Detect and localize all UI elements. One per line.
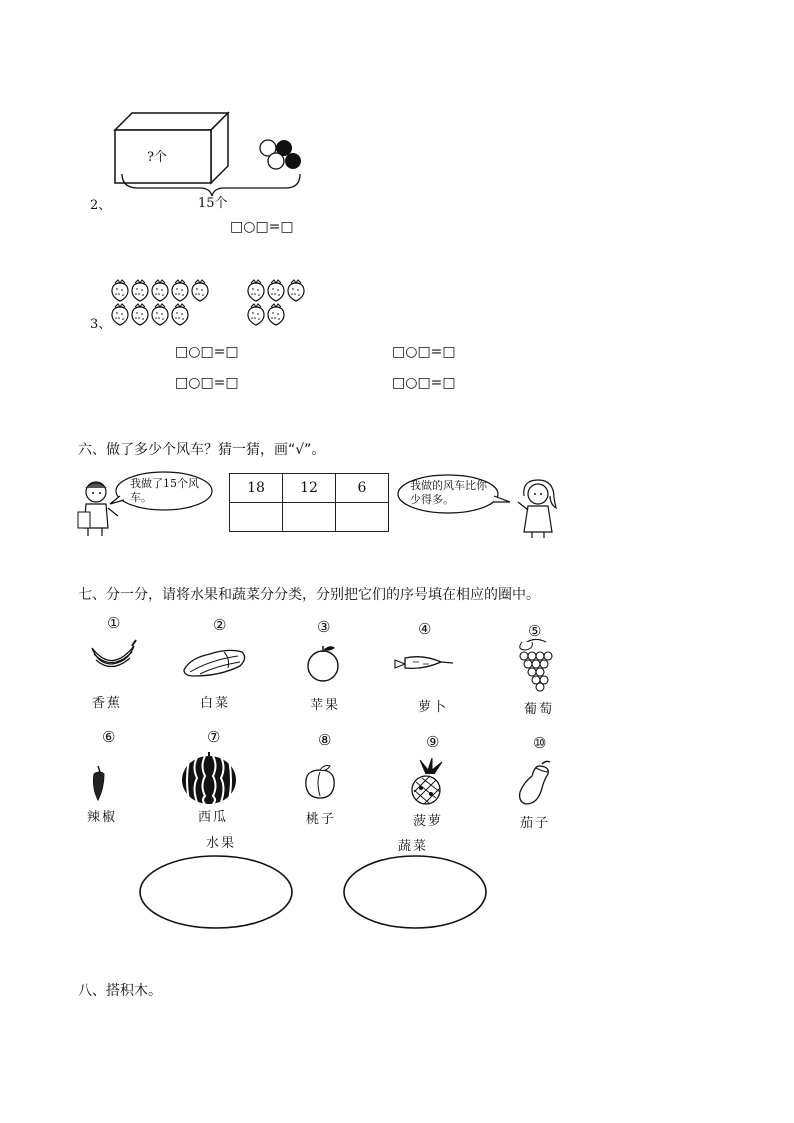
item-number-10: ⑩	[533, 734, 547, 752]
equation-q2[interactable]: □○□=□	[230, 219, 294, 235]
item-number-5: ⑤	[528, 622, 542, 640]
banana-icon	[88, 636, 138, 674]
item-number-3: ③	[317, 618, 331, 636]
guess-table	[229, 473, 389, 532]
heading-q8: 八、搭积木。	[78, 983, 162, 999]
item-name-8: 桃子	[306, 812, 337, 827]
peach-icon	[302, 764, 338, 800]
item-name-3: 苹果	[310, 698, 341, 713]
check-cell-6[interactable]	[336, 503, 389, 532]
option-6: 6	[336, 474, 389, 503]
item-number-9: ⑨	[426, 733, 440, 751]
fruit-circle[interactable]	[136, 852, 296, 932]
total-label: 15个	[198, 196, 228, 211]
cabbage-icon	[180, 644, 250, 680]
equation-q3-1[interactable]: □○□=□	[175, 344, 239, 360]
equation-q3-4[interactable]: □○□=□	[392, 375, 456, 391]
item-number-2: ②	[213, 616, 227, 634]
item-name-6: 辣椒	[87, 810, 118, 825]
radish-icon	[393, 650, 455, 676]
question-number-2: 2、	[90, 198, 112, 213]
item-number-6: ⑥	[102, 728, 116, 746]
vegetable-label: 蔬菜	[398, 839, 429, 854]
heading-q7: 七、分一分，请将水果和蔬菜分分类，分别把它们的序号填在相应的圈中。	[78, 587, 540, 603]
equation-q3-2[interactable]: □○□=□	[392, 344, 456, 360]
check-cell-18[interactable]	[230, 503, 283, 532]
strawberry-group-right	[246, 278, 316, 326]
item-number-4: ④	[418, 620, 432, 638]
heading-q6: 六、做了多少个风车？猜一猜，画“√”。	[78, 442, 326, 458]
item-name-4: 萝卜	[418, 700, 449, 715]
apple-icon	[303, 644, 343, 684]
check-cell-12[interactable]	[283, 503, 336, 532]
pepper-icon	[88, 764, 110, 804]
box-unknown-label: ?个	[147, 150, 167, 165]
fruit-label: 水果	[206, 836, 237, 851]
item-name-9: 菠萝	[413, 814, 444, 829]
item-number-7: ⑦	[207, 728, 221, 746]
girl-bubble-text: 我做的风车比你少得多。	[410, 479, 487, 506]
item-name-2: 白菜	[200, 696, 231, 711]
vegetable-circle[interactable]	[340, 852, 490, 932]
question-number-3: 3、	[90, 317, 112, 332]
item-name-1: 香蕉	[92, 696, 123, 711]
item-number-1: ①	[107, 614, 121, 632]
equation-q3-3[interactable]: □○□=□	[175, 375, 239, 391]
strawberry-group-left	[108, 278, 218, 326]
watermelon-icon	[180, 752, 238, 806]
option-18: 18	[230, 474, 283, 503]
option-12: 12	[283, 474, 336, 503]
girl-icon	[510, 478, 566, 540]
boy-bubble-text: 我做了15个风车。	[130, 477, 199, 504]
item-name-10: 茄子	[520, 816, 551, 831]
grapes-icon	[514, 636, 558, 692]
item-name-7: 西瓜	[198, 810, 229, 825]
item-number-8: ⑧	[318, 731, 332, 749]
item-name-5: 葡萄	[524, 702, 555, 717]
pineapple-icon	[406, 758, 448, 806]
eggplant-icon	[516, 760, 556, 808]
